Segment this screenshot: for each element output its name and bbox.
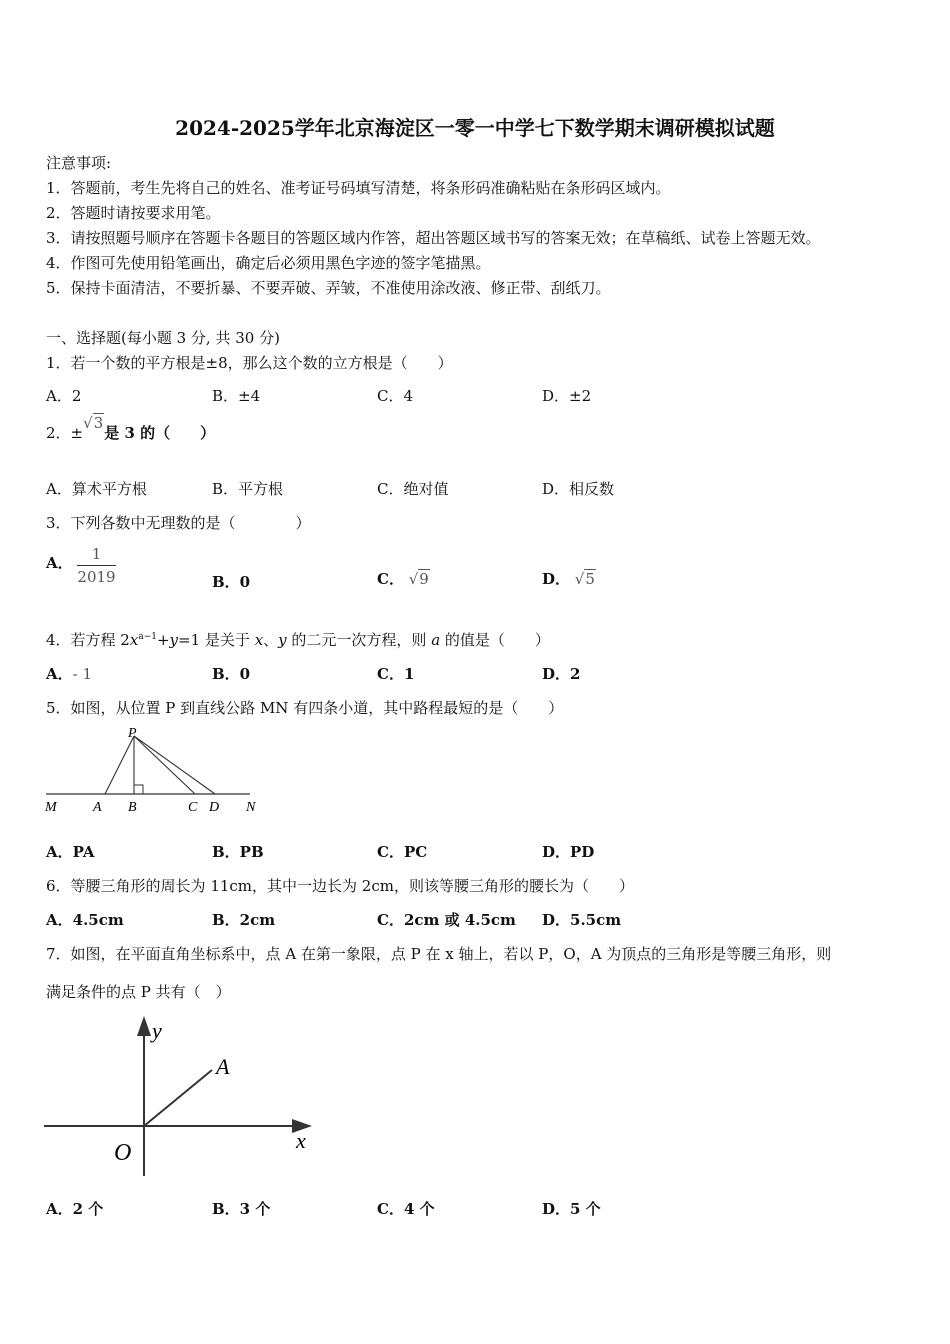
q3-option-d bbox=[542, 568, 596, 589]
q1-option-a: A．2 bbox=[46, 387, 82, 405]
notice-item: 4．作图可先使用铅笔画出，确定后必须用黑色字迹的签字笔描黑。 bbox=[46, 254, 491, 272]
q7-option-a: A．2 个 bbox=[46, 1200, 104, 1218]
q4-option-d: D．2 bbox=[542, 665, 581, 683]
notice-heading: 注意事项: bbox=[46, 154, 112, 172]
q4-exponent: a−1 bbox=[138, 632, 157, 642]
q4-text: 的值是（ ） bbox=[440, 631, 550, 649]
q3-a-label: A． bbox=[46, 553, 73, 572]
q5-option-d: D．PD bbox=[542, 843, 595, 861]
q5-figure bbox=[40, 722, 280, 822]
label-n: N bbox=[246, 800, 256, 815]
q7-option-d: D．5 个 bbox=[542, 1200, 601, 1218]
q4-a-label: A． bbox=[46, 665, 73, 683]
q4-var: x bbox=[254, 631, 264, 649]
sqrt-5: √5 bbox=[574, 570, 595, 588]
label-c: C bbox=[188, 800, 198, 815]
q2-suffix: 是 3 的（ ） bbox=[104, 424, 216, 442]
label-x: x bbox=[296, 1128, 306, 1153]
radicand: 9 bbox=[419, 570, 429, 588]
path-pd bbox=[134, 736, 215, 794]
q4-var: y bbox=[169, 631, 179, 649]
q5-option-c: C．PC bbox=[377, 843, 428, 861]
q4-text: 4．若方程 2 bbox=[46, 631, 130, 649]
question-7-stem-line1: 7．如图，在平面直角坐标系中，点 A 在第一象限，点 P 在 x 轴上，若以 P，O，A 为顶点的三角形是等腰三角形，则 bbox=[46, 945, 832, 963]
q5-option-b: B．PB bbox=[212, 843, 264, 861]
q4-option-c: C．1 bbox=[377, 665, 415, 683]
notice-item: 5．保持卡面清洁，不要折暴、不要弄破、弄皱，不准使用涂改液、修正带、刮纸刀。 bbox=[46, 279, 611, 297]
q3-c-label: C． bbox=[377, 570, 404, 588]
q2-prefix: 2．± bbox=[46, 424, 84, 442]
notice-item: 1．答题前，考生先将自己的姓名、准考证号码填写清楚，将条形码准确粘贴在条形码区域内。 bbox=[46, 179, 671, 197]
question-6-stem: 6．等腰三角形的周长为 11cm，其中一边长为 2cm，则该等腰三角形的腰长为（ ） bbox=[46, 877, 634, 895]
q7-option-b: B．3 个 bbox=[212, 1200, 271, 1218]
radicand: 3 bbox=[93, 414, 104, 432]
denominator: 2019 bbox=[77, 568, 116, 586]
segment-oa bbox=[144, 1070, 212, 1126]
q3-option-c bbox=[377, 568, 430, 589]
q2-option-c: C．绝对值 bbox=[377, 480, 449, 498]
q7-option-c: C．4 个 bbox=[377, 1200, 435, 1218]
q4-var: y bbox=[278, 631, 287, 649]
q2-option-d: D．相反数 bbox=[542, 480, 615, 498]
sqrt-3: √3 bbox=[83, 414, 104, 432]
q2-option-a: A．算术平方根 bbox=[46, 480, 147, 498]
label-m: M bbox=[45, 800, 57, 815]
q3-option-a bbox=[46, 545, 116, 586]
right-angle-mark bbox=[134, 785, 143, 794]
q6-option-a: A．4.5cm bbox=[46, 911, 124, 929]
q4-a-value: - 1 bbox=[72, 665, 93, 683]
q4-var: x bbox=[129, 631, 139, 649]
notice-item: 2．答题时请按要求用笔。 bbox=[46, 204, 221, 222]
q4-var: a bbox=[431, 631, 441, 649]
radicand: 5 bbox=[585, 570, 595, 588]
q3-option-b: B．0 bbox=[212, 573, 251, 591]
q6-option-d: D．5.5cm bbox=[542, 911, 622, 929]
fraction bbox=[77, 545, 115, 586]
q1-option-c: C．4 bbox=[377, 387, 414, 405]
label-o: O bbox=[114, 1140, 132, 1166]
q6-option-b: B．2cm bbox=[212, 911, 276, 929]
label-p: P bbox=[128, 726, 137, 741]
label-a: A bbox=[216, 1054, 230, 1079]
q4-text: 、 bbox=[263, 631, 279, 649]
notice-item: 3．请按照题号顺序在答题卡各题目的答题区域内作答，超出答题区域书写的答案无效；在草稿纸、试卷上答题无效。 bbox=[46, 229, 821, 247]
y-axis-arrow bbox=[137, 1016, 151, 1036]
q7-figure bbox=[40, 1008, 330, 1188]
q1-option-b: B．±4 bbox=[212, 387, 261, 405]
numerator: 1 bbox=[77, 545, 115, 566]
page-title: 2024-2025学年北京海淀区一零一中学七下数学期末调研模拟试题 bbox=[175, 116, 775, 140]
q6-option-c: C．2cm 或 4.5cm bbox=[377, 911, 516, 929]
q4-text: + bbox=[156, 631, 170, 649]
q1-option-d: D．±2 bbox=[542, 387, 592, 405]
sqrt-9: √9 bbox=[408, 570, 429, 588]
question-4-stem bbox=[46, 629, 550, 650]
q5-option-a: A．PA bbox=[46, 843, 95, 861]
question-3-stem: 3．下列各数中无理数的是（ ） bbox=[46, 514, 311, 532]
q4-text: 的二元一次方程，则 bbox=[286, 631, 432, 649]
q4-option-a bbox=[46, 663, 92, 684]
q3-d-label: D． bbox=[542, 570, 571, 588]
question-7-stem-line2: 满足条件的点 P 共有（ ） bbox=[46, 983, 231, 1001]
label-a: A bbox=[93, 800, 102, 815]
question-2-stem bbox=[46, 414, 216, 443]
label-d: D bbox=[209, 800, 220, 815]
label-b: B bbox=[128, 800, 137, 815]
question-5-stem: 5．如图，从位置 P 到直线公路 MN 有四条小道，其中路程最短的是（ ） bbox=[46, 699, 564, 717]
section-heading: 一、选择题(每小题 3 分, 共 30 分) bbox=[46, 329, 280, 347]
path-pa bbox=[105, 736, 134, 794]
q4-option-b: B．0 bbox=[212, 665, 251, 683]
q4-text: =1 是关于 bbox=[178, 631, 255, 649]
question-1-stem: 1．若一个数的平方根是±8，那么这个数的立方根是（ ） bbox=[46, 354, 453, 372]
q2-option-b: B．平方根 bbox=[212, 480, 284, 498]
label-y: y bbox=[152, 1018, 162, 1043]
